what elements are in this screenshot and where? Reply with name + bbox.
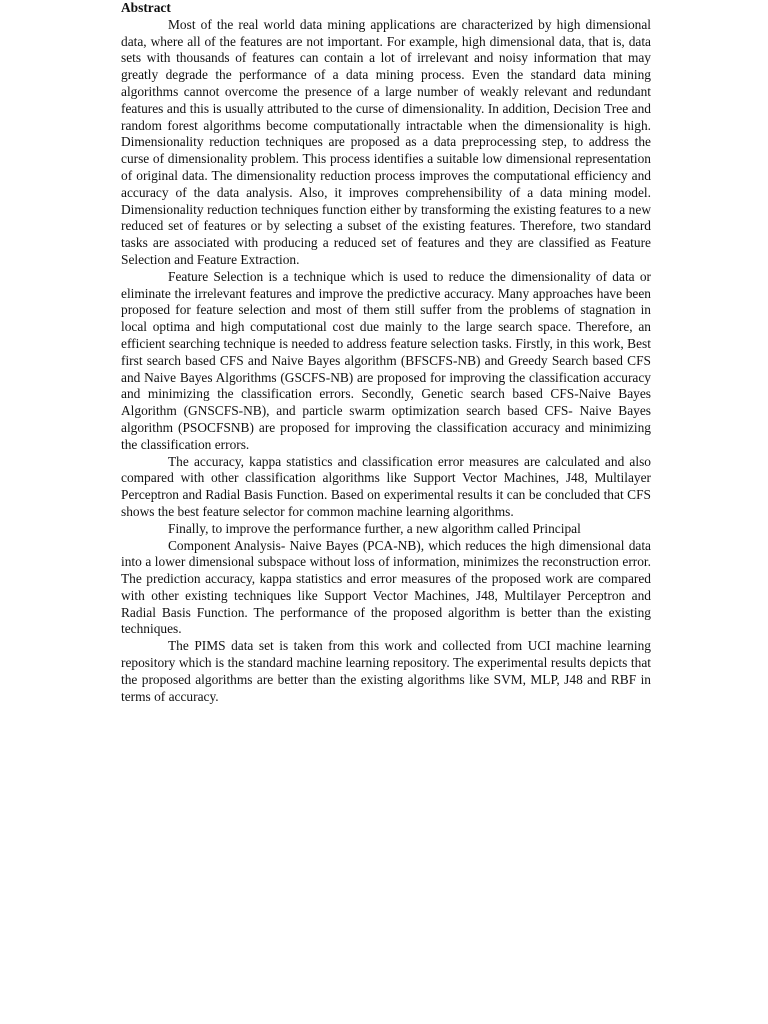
abstract-paragraph-1: Most of the real world data mining applications are characterized by high dimensional data, where all of the features are not important. For example, high dimensional data, that is, data sets with thousands of features can contain a lot of irrelevant and noisy information that may greatly degrade the performance of a data mining process. Even the standard data mining algorithms cannot overcome the presence of a large number of weakly relevant and redundant features and this is usually attributed to the curse of dimensionality. In addition, Decision Tree and random forest algorithms become computationally intractable when the dimensionality is high. Dimensionality reduction techniques are proposed as a data preprocessing step, to address the curse of dimensionality problem. This process identifies a suitable low dimensional representation of original data. The dimensionality reduction process improves the computational efficiency and accuracy of the data analysis. Also, it improves comprehensibility of a data mining model. Dimensionality reduction techniques function either by transforming the existing features to a new reduced set of features or by selecting a subset of the existing features. Therefore, two standard tasks are associated with producing a reduced set of features and they are classified as Feature Selection and Feature Extraction. xyxy=(121,16,651,267)
abstract-page xyxy=(121,0,651,705)
abstract-paragraph-5: Component Analysis- Naive Bayes (PCA-NB), which reduces the high dimensional data into a lower dimensional subspace without loss of information, minimizes the reconstruction error. The prediction accuracy, kappa statistics and error measures of the proposed work are compared with other existing techniques like Support Vector Machines, J48, Multilayer Perceptron and Radial Basis Function. The performance of the proposed algorithm is better than the existing techniques. xyxy=(121,537,651,637)
abstract-paragraph-4: Finally, to improve the performance further, a new algorithm called Principal xyxy=(168,520,581,536)
abstract-paragraph-6: The PIMS data set is taken from this work and collected from UCI machine learning repository which is the standard machine learning repository. The experimental results depicts that the proposed algorithms are better than the existing algorithms like SVM, MLP, J48 and RBF in terms of accuracy. xyxy=(121,638,651,704)
abstract-paragraph-2: Feature Selection is a technique which is used to reduce the dimensionality of data or eliminate the irrelevant features and improve the predictive accuracy. Many approaches have been proposed for feature selection and most of them still suffer from the problems of stagnation in local optima and high computational cost due mainly to the large search space. Therefore, an efficient searching technique is needed to address feature selection tasks. Firstly, in this work, Best first search based CFS and Naive Bayes algorithm (BFSCFS-NB) and Greedy Search based CFS and Naive Bayes Algorithms (GSCFS-NB) are proposed for improving the classification accuracy and minimizing the classification errors. Secondly, Genetic search based CFS-Naive Bayes Algorithm (GNSCFS-NB), and particle swarm optimization search based CFS- Naive Bayes algorithm (PSOCFSNB) are proposed for improving the classification accuracy and minimizing the classification errors. xyxy=(121,268,651,452)
abstract-paragraph-3: The accuracy, kappa statistics and classification error measures are calculated and also compared with other classification algorithms like Support Vector Machines, J48, Multilayer Perceptron and Radial Basis Function. Based on experimental results it can be concluded that CFS shows the best feature selector for common machine learning algorithms. xyxy=(121,453,651,519)
abstract-heading: Abstract xyxy=(121,0,171,15)
